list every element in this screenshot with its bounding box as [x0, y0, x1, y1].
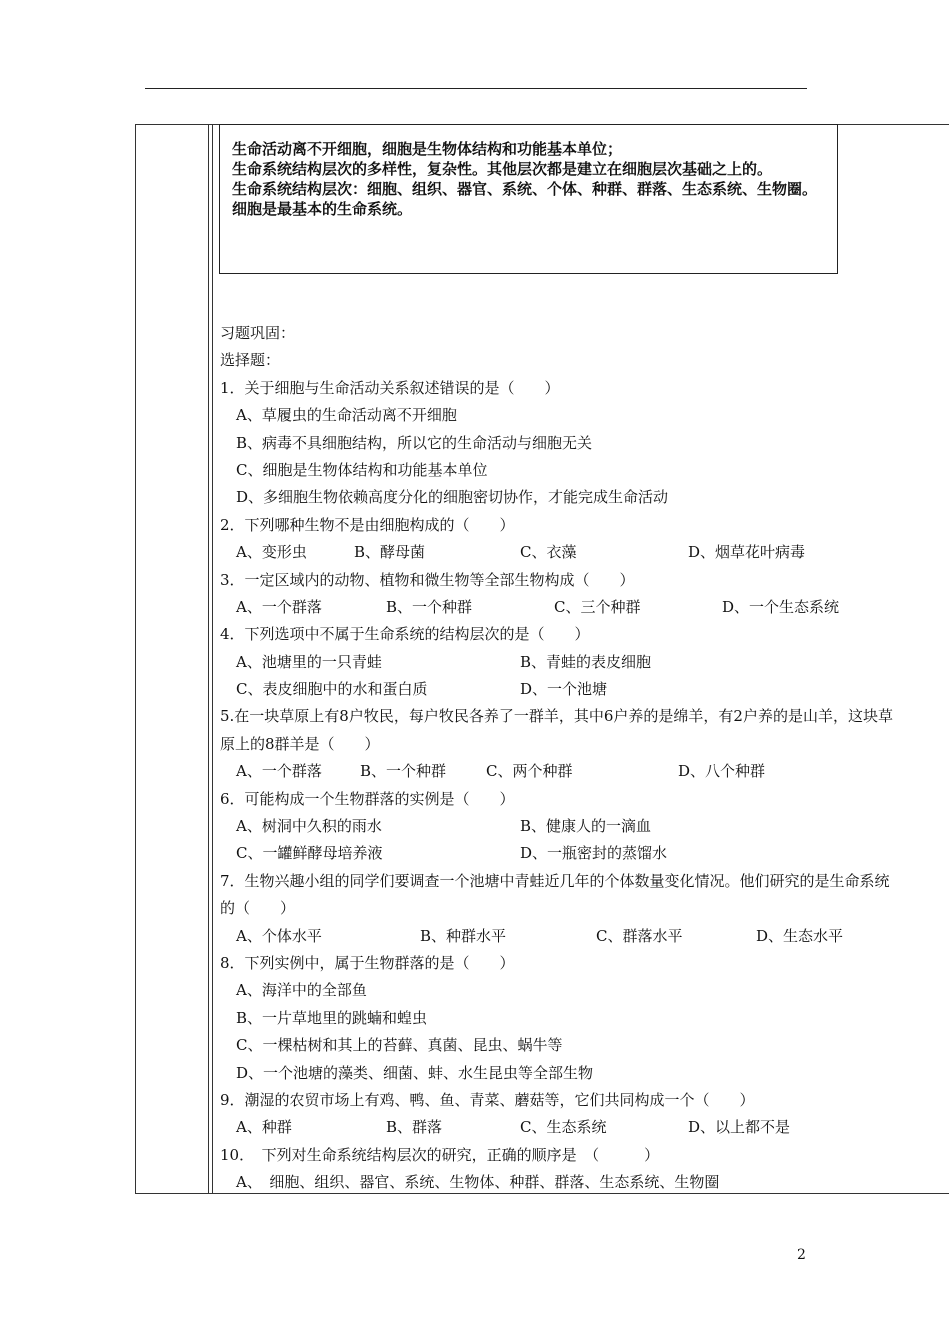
exercises-heading: 习题巩固：	[220, 324, 296, 342]
question-10-stem: 10． 下列对生命系统结构层次的研究，正确的顺序是 （ ）	[220, 1145, 660, 1164]
question-5-option-c: C、两个种群	[486, 762, 573, 781]
summary-line: 细胞是最基本的生命系统。	[232, 200, 413, 218]
question-10-option-a: A、 细胞、组织、器官、系统、生物体、种群、群落、生态系统、生物圈	[236, 1173, 720, 1192]
question-1-option-c: C、细胞是生物体结构和功能基本单位	[236, 460, 488, 479]
question-8-option-a: A、海洋中的全部鱼	[236, 981, 367, 1000]
question-5-option-b: B、一个种群	[360, 762, 447, 781]
question-3-option-c: C、三个种群	[554, 597, 641, 616]
question-8-option-b: B、一片草地里的跳蝻和蝗虫	[236, 1008, 428, 1027]
question-9-stem: 9．潮湿的农贸市场上有鸡、鸭、鱼、青菜、蘑菇等，它们共同构成一个（ ）	[220, 1090, 755, 1109]
summary-line: 生命系统结构层次的多样性，复杂性。其他层次都是建立在细胞层次基础之上的。	[232, 160, 773, 178]
question-2-option-c: C、衣藻	[520, 543, 577, 562]
question-1-stem: 1．关于细胞与生命活动关系叙述错误的是（ ）	[220, 378, 560, 397]
question-2-option-d: D、烟草花叶病毒	[688, 543, 806, 562]
question-9-option-d: D、以上都不是	[688, 1118, 791, 1137]
question-4-options-row2	[220, 676, 948, 703]
header-rule	[145, 88, 807, 89]
question-5-stem: 5.在一块草原上有8户牧民，每户牧民各养了一群羊，其中6户养的是绵羊，有2户养的是山羊，这块草	[220, 707, 893, 726]
question-2-options	[220, 539, 948, 566]
question-3-option-a: A、一个群落	[236, 597, 322, 616]
table-column-divider	[208, 124, 209, 1194]
question-7-stem: 7．生物兴趣小组的同学们要调查一个池塘中青蛙近几年的个体数量变化情况。他们研究的是生命系统	[220, 871, 890, 890]
question-9-option-c: C、生态系统	[520, 1118, 607, 1137]
question-2-option-b: B、酵母菌	[354, 543, 426, 562]
page-number: 2	[797, 1247, 806, 1263]
question-3-option-d: D、一个生态系统	[722, 597, 840, 616]
question-1-option-b: B、病毒不具细胞结构，所以它的生命活动与细胞无关	[236, 433, 593, 452]
exercises-section	[220, 320, 948, 1197]
question-5-stem-continued: 原上的8群羊是（ ）	[220, 734, 380, 753]
question-8-option-c: C、一棵枯树和其上的苔藓、真菌、昆虫、蜗牛等	[236, 1036, 563, 1055]
question-8-stem: 8．下列实例中，属于生物群落的是（ ）	[220, 953, 515, 972]
question-9-options	[220, 1114, 948, 1141]
question-4-options-row1	[220, 649, 948, 676]
summary-box	[219, 124, 838, 274]
question-7-option-d: D、生态水平	[756, 926, 844, 945]
question-5-option-a: A、一个群落	[236, 762, 322, 781]
question-2-option-a: A、变形虫	[236, 543, 307, 562]
summary-line: 生命活动离不开细胞，细胞是生物体结构和功能基本单位；	[232, 140, 623, 158]
question-3-options	[220, 594, 948, 621]
question-4-option-b: B、青蛙的表皮细胞	[520, 652, 652, 671]
question-6-option-b: B、健康人的一滴血	[520, 817, 652, 836]
question-7-stem-continued: 的（ ）	[220, 899, 296, 918]
question-6-options-row2	[220, 840, 948, 867]
question-4-option-d: D、一个池塘	[520, 680, 608, 699]
question-7-option-b: B、种群水平	[420, 926, 507, 945]
table-column-divider-inner	[212, 124, 213, 1194]
question-6-option-d: D、一瓶密封的蒸馏水	[520, 844, 668, 863]
question-1-option-a: A、草履虫的生命活动离不开细胞	[236, 406, 457, 425]
question-5-option-d: D、八个种群	[678, 762, 766, 781]
exercises-subheading: 选择题：	[220, 351, 281, 370]
question-6-option-c: C、一罐鲜酵母培养液	[236, 844, 383, 863]
question-4-option-a: A、池塘里的一只青蛙	[236, 652, 382, 671]
question-9-option-b: B、群落	[386, 1118, 443, 1137]
question-6-options-row1	[220, 813, 948, 840]
question-3-stem: 3．一定区域内的动物、植物和微生物等全部生物构成（ ）	[220, 570, 635, 589]
question-4-option-c: C、表皮细胞中的水和蛋白质	[236, 680, 428, 699]
question-7-option-a: A、个体水平	[236, 926, 322, 945]
question-9-option-a: A、种群	[236, 1118, 292, 1137]
question-7-options	[220, 923, 948, 950]
question-1-option-d: D、多细胞生物依赖高度分化的细胞密切协作，才能完成生命活动	[236, 488, 669, 507]
question-3-option-b: B、一个种群	[386, 597, 473, 616]
question-2-stem: 2．下列哪种生物不是由细胞构成的（ ）	[220, 515, 515, 534]
question-7-option-c: C、群落水平	[596, 926, 683, 945]
question-6-stem: 6．可能构成一个生物群落的实例是（ ）	[220, 789, 515, 808]
question-4-stem: 4．下列选项中不属于生命系统的结构层次的是（ ）	[220, 625, 590, 644]
summary-line: 生命系统结构层次：细胞、组织、器官、系统、个体、种群、群落、生态系统、生物圈。	[232, 180, 818, 198]
question-5-options	[220, 758, 948, 785]
question-8-option-d: D、一个池塘的藻类、细菌、蚌、水生昆虫等全部生物	[236, 1063, 594, 1082]
question-6-option-a: A、树洞中久积的雨水	[236, 817, 382, 836]
